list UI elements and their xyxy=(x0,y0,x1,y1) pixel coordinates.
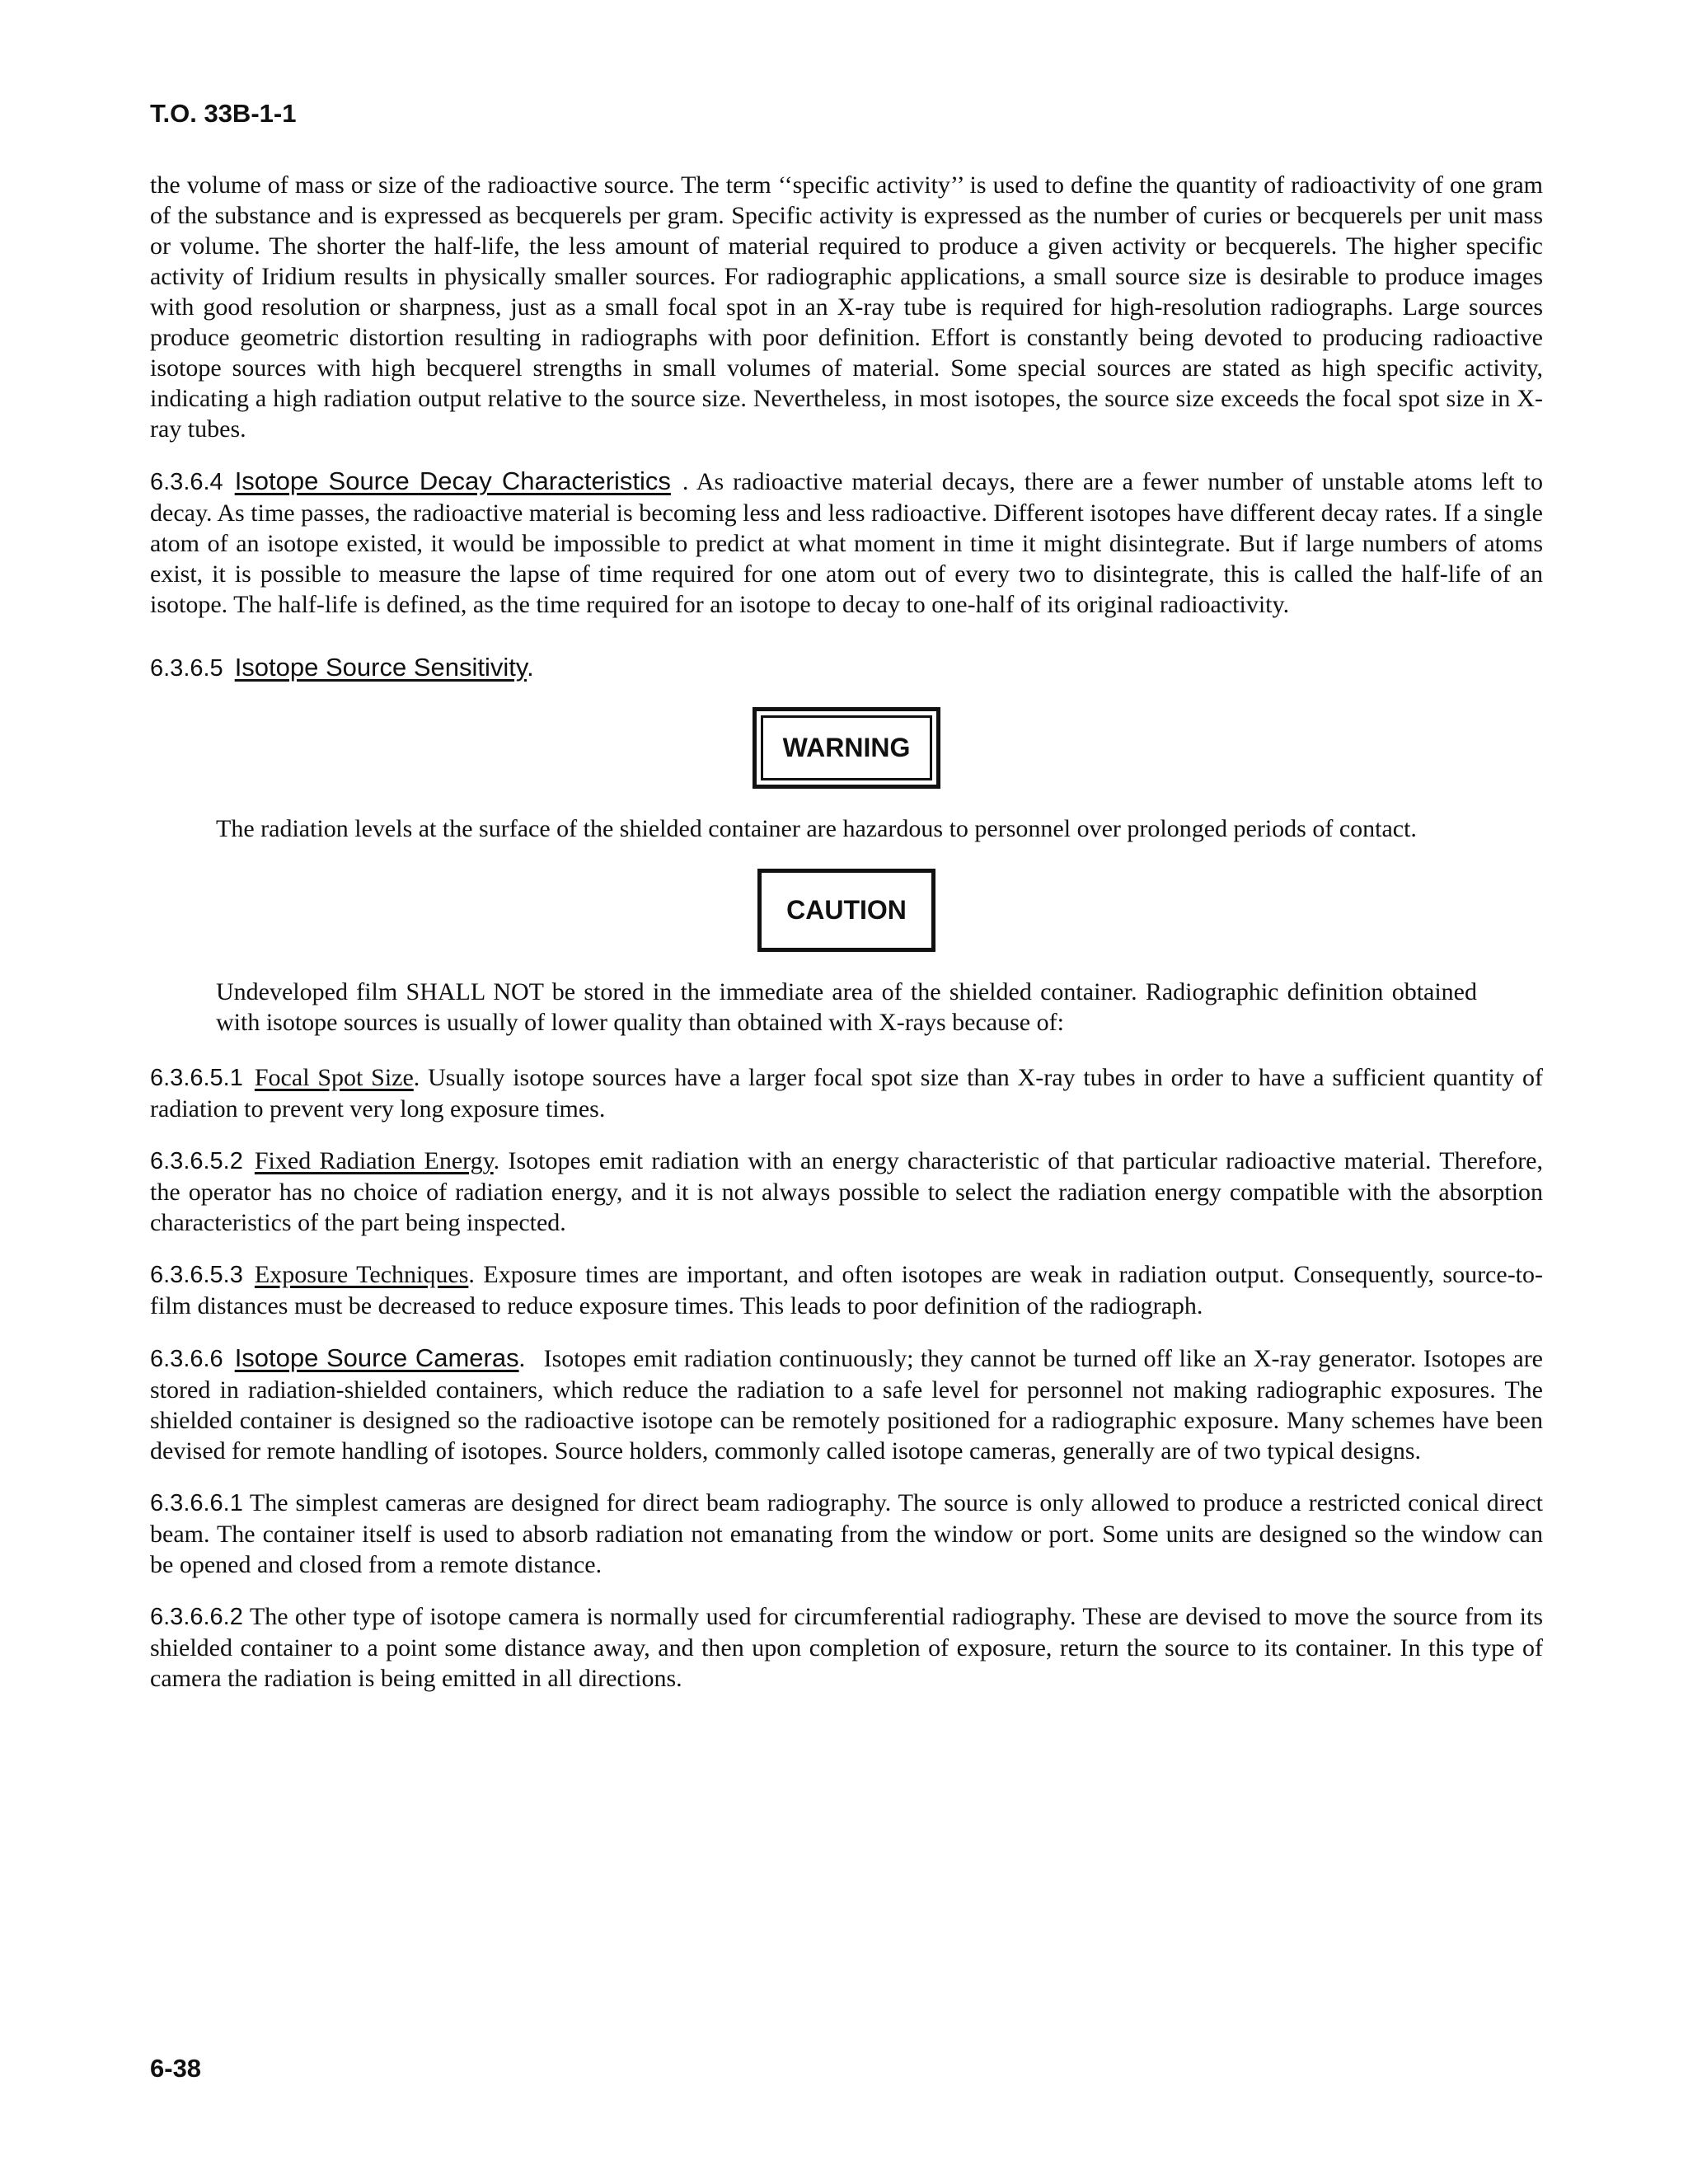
warning-box-wrapper xyxy=(150,707,1543,789)
section-63651: 6.3.6.5.1 Focal Spot Size. Usually isotope sources have a larger focal spot size than X-ray tubes in order to have a sufficient quantity of radiation to prevent very long exposure times. xyxy=(150,1064,1544,1122)
section-text: The other type of isotope camera is normally used for circumferential radiography. These are devised to move the source from its shielded container to a point some distance away, and then upon completion of exposure, return the source to its container. In this type of camera the radiation is being emitted in all directions. xyxy=(150,1603,1543,1692)
section-text: Usually isotope sources have a larger focal spot size than X-ray tubes in order to have a sufficient quantity of radiation to prevent very long exposure times. xyxy=(150,1064,1544,1122)
section-6366 xyxy=(150,1343,1543,1466)
section-title: Focal Spot Size xyxy=(254,1064,414,1091)
document-id-header: T.O. 33B-1-1 xyxy=(150,99,297,128)
page-number: 6-38 xyxy=(150,2054,202,2083)
document-page xyxy=(150,99,1543,1715)
section-number: 6.3.6.5 xyxy=(150,655,223,682)
section-number: 6.3.6.5.3 xyxy=(150,1262,243,1288)
caution-label: CAUTION xyxy=(757,869,935,952)
warning-text: The radiation levels at the surface of the shielded container are hazardous to personnel over prolonged periods of contact. xyxy=(216,815,1417,842)
section-number: 6.3.6.6.1 xyxy=(150,1490,243,1516)
warning-box xyxy=(753,707,941,789)
section-63652: 6.3.6.5.2 Fixed Radiation Energy. Isotopes emit radiation with an energy characteristic of that particular radioactive material. Therefore, the operator has no choice of radiation energy, and it is not always possible to select the radiation energy compatible with the absorption characteristics of the part being inspected. xyxy=(150,1147,1544,1236)
section-title: Isotope Source Cameras xyxy=(234,1343,519,1372)
section-63661 xyxy=(150,1488,1543,1580)
section-title: Isotope Source Decay Characteristics xyxy=(234,466,671,495)
section-text: Isotopes emit radiation with an energy characteristic of that particular radioactive material. Therefore, the operator has no choice of radiation energy, and it is not always possible to select the radiation energy compatible with the absorption characteristics of the part being inspected. xyxy=(150,1147,1544,1236)
section-text: Exposure times are important, and often isotopes are weak in radiation output. Consequently, source-to-film distances must be decreased to reduce exposure times. This leads to poor definition of the radiograph. xyxy=(150,1261,1544,1319)
section-text: Isotopes emit radiation continuously; they cannot be turned off like an X-ray generator. Isotopes are stored in radiation-shielded containers, which reduce the radiation to a safe level for personnel not making radiographic exposures. The shielded container is designed so the radioactive isotope can be remotely positioned for a radiographic exposure. Many schemes have been devised for remote handling of isotopes. Source holders, commonly called isotope cameras, generally are of two typical designs. xyxy=(150,1345,1543,1465)
section-number: 6.3.6.5.2 xyxy=(150,1148,243,1174)
section-number: 6.3.6.4 xyxy=(150,469,223,495)
section-number: 6.3.6.6 xyxy=(150,1346,223,1372)
section-6365 xyxy=(150,653,1543,682)
section-number: 6.3.6.6.2 xyxy=(150,1604,243,1630)
section-text: As radioactive material decays, there are a fewer number of unstable atoms left to decay. As time passes, the radioactive material is becoming less and less radioactive. Different isotopes have different decay rates. If a single atom of an isotope existed, it would be impossible to predict at what moment in time it might disintegrate. But if large numbers of atoms exist, it is possible to measure the lapse of time required for one atom out of every two to disintegrate, this is called the half-life of an isotope. The half-life is defined, as the time required for an isotope to decay to one-half of its original radioactivity. xyxy=(150,468,1543,618)
section-title: Isotope Source Sensitivity xyxy=(234,653,528,682)
section-number: 6.3.6.5.1 xyxy=(150,1065,243,1091)
caution-text: Undeveloped film SHALL NOT be stored in the immediate area of the shielded container. Radiographic definition obtained with isotope sources is usually of lower quality than obtained with X-rays because of: xyxy=(216,978,1477,1036)
caution-box-wrapper xyxy=(150,869,1543,952)
section-title-period: . xyxy=(518,1345,526,1372)
section-text: The simplest cameras are designed for direct beam radiography. The source is only allowed to produce a restricted conical direct beam. The container itself is used to absorb radiation not emanating from the window or port. Some units are designed so the window can be opened and closed from a remote distance. xyxy=(150,1489,1543,1578)
section-63662 xyxy=(150,1601,1543,1694)
section-63653: 6.3.6.5.3 Exposure Techniques. Exposure times are important, and often isotopes are weak in radiation output. Consequently, source-to-film distances must be decreased to reduce exposure times. This leads to poor definition of the radiograph. xyxy=(150,1261,1544,1319)
section-6364 xyxy=(150,466,1543,620)
section-title: Exposure Techniques xyxy=(254,1261,469,1288)
section-title-period: . xyxy=(527,653,534,682)
section-title-period: . xyxy=(682,468,689,495)
section-title: Fixed Radiation Energy xyxy=(254,1147,494,1174)
intro-paragraph: the volume of mass or size of the radioactive source. The term ‘‘specific activity’’ is used to define the quantity of radioactivity of one gram of the substance and is expressed as becquerels per gram. Specific activity is expressed as the number of curies or becquerels per unit mass or volume. The shorter the half-life, the less amount of material required to produce a given activity or becquerels. The higher specific activity of Iridium results in physically smaller sources. For radiographic applications, a small source size is desirable to produce images with good resolution or sharpness, just as a small focal spot in an X-ray tube is required for high-resolution radiographs. Large sources produce geometric distortion resulting in radiographs with poor definition. Effort is constantly being devoted to producing radioactive isotope sources with high becquerel strengths in small volumes of material. Some special sources are stated as high specific activity, indicating a high radiation output relative to the source size. Nevertheless, in most isotopes, the source size exceeds the focal spot size in X-ray tubes. xyxy=(150,171,1543,443)
warning-label: WARNING xyxy=(761,715,933,780)
